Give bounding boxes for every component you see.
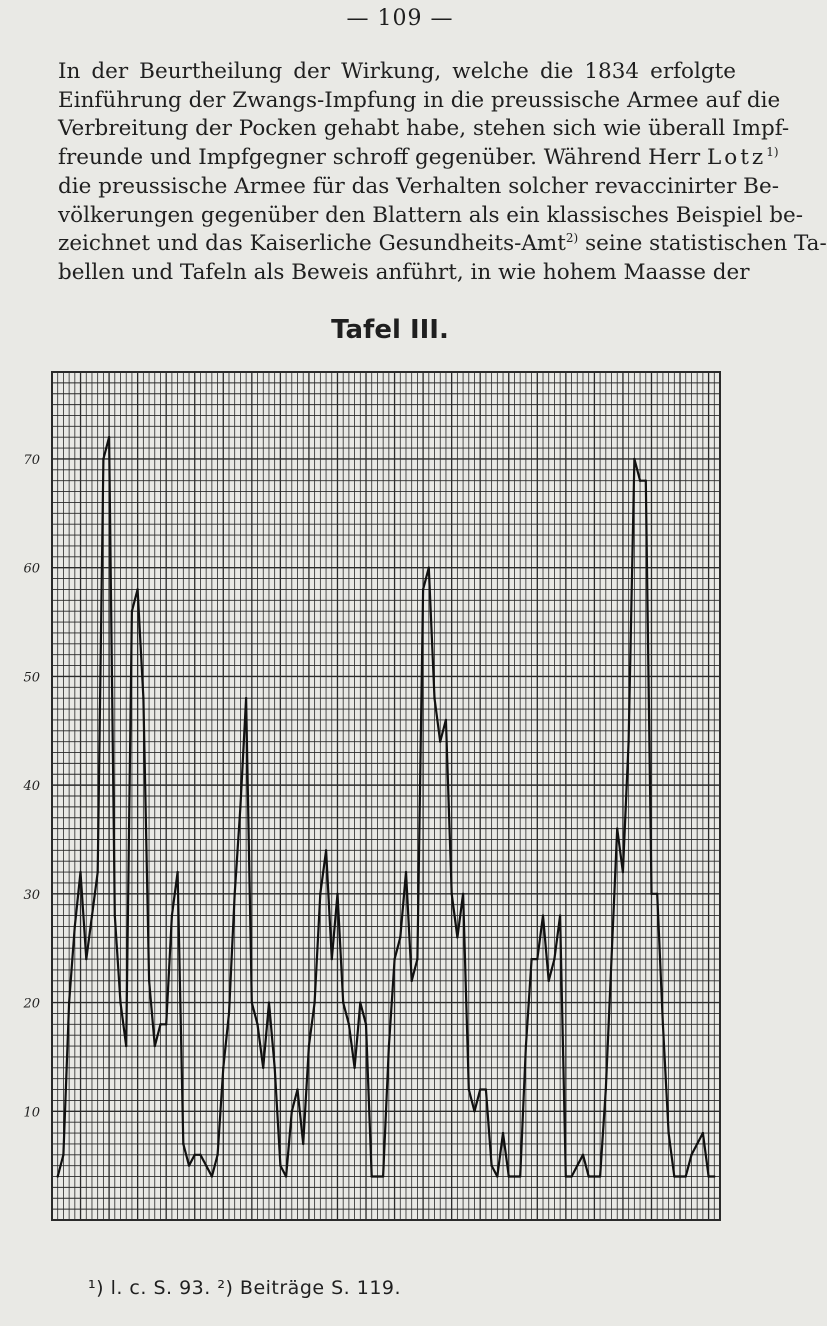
data-point	[85, 958, 87, 960]
data-point	[388, 1045, 390, 1047]
figure-title: Tafel III.	[331, 315, 449, 345]
data-point	[508, 1175, 510, 1177]
data-point	[376, 1175, 378, 1177]
data-point	[468, 1088, 470, 1090]
data-point	[57, 1175, 59, 1177]
data-point	[645, 480, 647, 482]
data-point	[79, 871, 81, 873]
data-point	[125, 1045, 127, 1047]
data-point	[599, 1175, 601, 1177]
data-point	[525, 1045, 527, 1047]
data-point	[365, 1023, 367, 1025]
data-point	[205, 1164, 207, 1166]
data-point	[570, 1175, 572, 1177]
data-point	[445, 719, 447, 721]
data-point	[627, 740, 629, 742]
data-point	[553, 958, 555, 960]
data-point	[530, 958, 532, 960]
y-tick-label: 20	[23, 996, 40, 1012]
footnote-ref-2: 2)	[565, 231, 579, 246]
data-point	[154, 1045, 156, 1047]
data-point	[171, 914, 173, 916]
data-point	[422, 588, 424, 590]
y-tick-label: 40	[23, 779, 40, 795]
data-point	[548, 980, 550, 982]
data-point	[633, 458, 635, 460]
data-point	[211, 1175, 213, 1177]
data-point	[565, 1175, 567, 1177]
data-point	[268, 1001, 270, 1003]
data-point	[393, 958, 395, 960]
data-point	[131, 610, 133, 612]
text-line-part: zeichnet und das Kaiserliche Gesundheits-Amt	[58, 231, 566, 257]
data-point	[582, 1154, 584, 1156]
data-point	[685, 1175, 687, 1177]
data-point	[194, 1154, 196, 1156]
data-point	[513, 1175, 515, 1177]
data-point	[245, 697, 247, 699]
data-point	[136, 588, 138, 590]
data-point	[348, 1023, 350, 1025]
data-point	[405, 871, 407, 873]
data-point	[165, 1023, 167, 1025]
data-point	[616, 827, 618, 829]
data-point	[605, 1088, 607, 1090]
data-point	[68, 1001, 70, 1003]
text-line: In der Beurtheilung der Wirkung, welche die 1834 erfolgte	[58, 59, 736, 84]
data-point	[456, 936, 458, 938]
data-point	[542, 914, 544, 916]
data-point	[108, 436, 110, 438]
data-point	[690, 1154, 692, 1156]
footnotes: ¹) l. c. S. 93. ²) Beiträge S. 119.	[88, 1277, 402, 1299]
data-point	[319, 893, 321, 895]
data-point	[182, 1143, 184, 1145]
author-name-lotz: Lotz	[707, 145, 767, 171]
data-point	[279, 1164, 281, 1166]
y-tick-label: 50	[23, 670, 40, 686]
data-point	[359, 1001, 361, 1003]
data-point	[239, 806, 241, 808]
data-point	[199, 1154, 201, 1156]
data-point	[673, 1175, 675, 1177]
data-point	[313, 1001, 315, 1003]
data-point	[593, 1175, 595, 1177]
data-point	[96, 871, 98, 873]
data-point	[485, 1088, 487, 1090]
data-point	[479, 1088, 481, 1090]
page-number: — 109 —	[346, 6, 454, 31]
data-point	[667, 1132, 669, 1134]
data-point	[696, 1143, 698, 1145]
data-point	[428, 566, 430, 568]
text-line-part: seine statistischen Ta-	[585, 231, 827, 257]
data-point	[587, 1175, 589, 1177]
data-point	[176, 871, 178, 873]
data-point	[222, 1067, 224, 1069]
data-point	[336, 893, 338, 895]
footnote-ref-1: 1)	[766, 144, 779, 159]
data-point	[296, 1088, 298, 1090]
data-point	[450, 893, 452, 895]
data-point	[679, 1175, 681, 1177]
data-point	[325, 849, 327, 851]
data-point	[399, 936, 401, 938]
data-point	[702, 1132, 704, 1134]
data-point	[331, 958, 333, 960]
data-point	[662, 1023, 664, 1025]
y-tick-label: 60	[23, 561, 40, 577]
data-point	[559, 914, 561, 916]
y-tick-label: 10	[23, 1105, 40, 1121]
text-line: Einführung der Zwangs-Impfung in die preussische Armee auf die	[58, 87, 781, 113]
data-point	[519, 1175, 521, 1177]
data-point	[142, 697, 144, 699]
data-point	[650, 893, 652, 895]
data-point	[216, 1154, 218, 1156]
data-point	[410, 980, 412, 982]
data-point	[228, 1012, 230, 1014]
data-point	[119, 1001, 121, 1003]
y-tick-label: 70	[23, 452, 40, 468]
data-point	[159, 1023, 161, 1025]
data-point	[342, 1001, 344, 1003]
data-point	[114, 914, 116, 916]
data-point	[639, 480, 641, 482]
data-point	[707, 1175, 709, 1177]
data-point	[148, 980, 150, 982]
data-point	[382, 1175, 384, 1177]
data-point	[462, 893, 464, 895]
data-point	[496, 1175, 498, 1177]
data-point	[273, 1067, 275, 1069]
data-point	[713, 1175, 715, 1177]
data-point	[302, 1143, 304, 1145]
data-point	[433, 697, 435, 699]
data-point	[256, 1023, 258, 1025]
data-point	[371, 1175, 373, 1177]
data-point	[234, 893, 236, 895]
data-point	[74, 925, 76, 927]
data-point	[91, 914, 93, 916]
data-point	[62, 1154, 64, 1156]
data-point	[291, 1110, 293, 1112]
data-point	[502, 1132, 504, 1134]
data-point	[262, 1067, 264, 1069]
data-point	[576, 1164, 578, 1166]
data-point	[102, 458, 104, 460]
data-point	[610, 958, 612, 960]
text-line-part: freunde und Impfgegner schroff gegenüber. Während Herr	[58, 145, 701, 171]
data-point	[622, 871, 624, 873]
data-point	[439, 740, 441, 742]
data-point	[490, 1164, 492, 1166]
data-point	[285, 1175, 287, 1177]
text-line: völkerungen gegenüber den Blattern als ein klassisches Beispiel be-	[58, 202, 804, 228]
data-point	[416, 958, 418, 960]
text-line: die preussische Armee für das Verhalten solcher revaccinirter Be-	[58, 173, 779, 199]
text-line: Verbreitung der Pocken gehabt habe, stehen sich wie überall Impf-	[58, 116, 790, 142]
y-tick-label: 30	[23, 887, 40, 903]
data-point	[473, 1110, 475, 1112]
data-point	[353, 1067, 355, 1069]
data-point	[251, 1001, 253, 1003]
data-point	[308, 1045, 310, 1047]
text-line: bellen und Tafeln als Beweis anführt, in wie hohem Maasse der	[58, 259, 750, 285]
data-point	[188, 1164, 190, 1166]
data-point	[536, 958, 538, 960]
data-point	[656, 893, 658, 895]
